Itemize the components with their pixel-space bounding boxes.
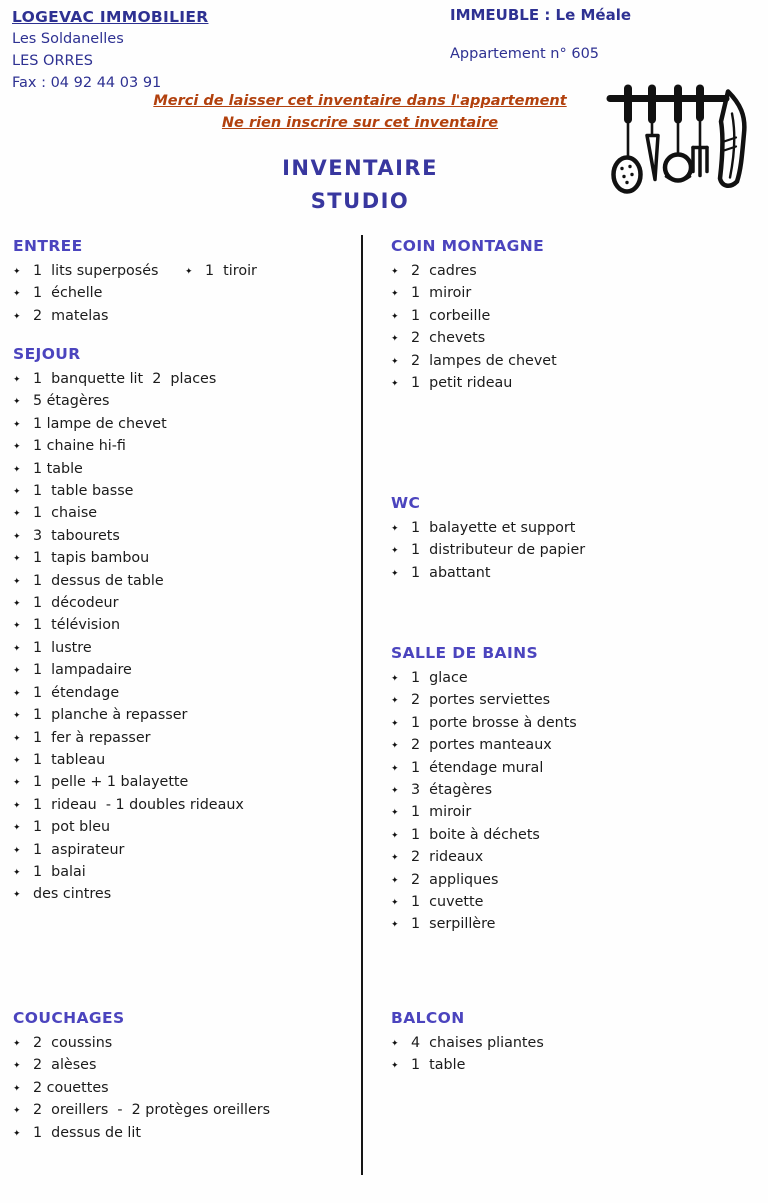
inventory-item	[391, 825, 540, 847]
diamond-bullet-icon: ✦	[13, 1039, 21, 1049]
inventory-item-row	[13, 306, 358, 328]
inventory-item-row	[13, 369, 358, 391]
inventory-item-row	[13, 795, 358, 817]
diamond-bullet-icon: ✦	[13, 289, 21, 300]
inventory-item-row	[391, 283, 761, 305]
diamond-bullet-icon: ✦	[13, 509, 21, 520]
section-coin-montagne	[391, 236, 761, 395]
inventory-item-row	[13, 1078, 358, 1100]
inventory-item	[13, 683, 119, 705]
item-label: 1 décodeur	[33, 595, 119, 612]
diamond-bullet-icon: ✦	[13, 1106, 21, 1117]
item-label: 1 fer à repasser	[33, 729, 151, 746]
inventory-item-row	[13, 750, 358, 772]
inventory-item-row	[13, 283, 358, 305]
item-label: 1 échelle	[33, 285, 103, 302]
diamond-bullet-icon: ✦	[391, 1039, 399, 1049]
inventory-item-row	[391, 1033, 761, 1055]
agency-residence: Les Soldanelles	[12, 31, 124, 47]
diamond-bullet-icon: ✦	[13, 1128, 21, 1139]
item-label: 1 miroir	[411, 804, 472, 821]
item-label: 2 coussins	[33, 1035, 113, 1051]
section-title-coin-montagne: COIN MONTAGNE	[391, 237, 545, 255]
diamond-bullet-icon: ✦	[13, 375, 21, 385]
inventory-item	[391, 758, 543, 780]
inventory-item-row	[13, 414, 358, 436]
inventory-item	[13, 817, 110, 839]
item-list	[391, 668, 761, 937]
inventory-item	[13, 705, 187, 727]
inventory-item-row	[13, 705, 358, 727]
inventory-item-row	[13, 1100, 358, 1122]
item-label: 1 étendage mural	[411, 759, 544, 776]
item-label: 1 corbeille	[411, 307, 491, 324]
inventory-item-row	[13, 862, 358, 884]
diamond-bullet-icon: ✦	[391, 853, 399, 864]
item-label: 1 distributeur de papier	[411, 542, 586, 559]
item-list	[391, 518, 761, 585]
agency-fax: Fax : 04 92 44 03 91	[12, 75, 162, 91]
inventory-item-row	[13, 459, 358, 481]
diamond-bullet-icon: ✦	[391, 786, 399, 797]
inventory-item-row	[391, 914, 761, 936]
inventory-item-row	[391, 825, 761, 847]
document-title	[0, 152, 720, 218]
inventory-item	[13, 728, 151, 750]
diamond-bullet-icon: ✦	[391, 741, 399, 752]
item-label: 1 pot bleu	[33, 819, 111, 836]
item-list	[13, 261, 358, 328]
item-label: 1 planche à repasser	[33, 707, 188, 724]
inventory-item	[391, 914, 495, 936]
inventory-item	[391, 802, 471, 824]
inventory-item-row	[391, 518, 761, 540]
notice-line-1: Merci de laisser cet inventaire dans l'appartement	[153, 93, 567, 109]
diamond-bullet-icon: ✦	[391, 674, 399, 684]
diamond-bullet-icon: ✦	[391, 718, 399, 729]
diamond-bullet-icon: ✦	[13, 890, 21, 901]
item-list	[13, 369, 358, 907]
inventory-item-row	[391, 328, 761, 350]
inventory-item-row	[13, 548, 358, 570]
item-label: 2 portes manteaux	[411, 737, 552, 754]
section-salle-de-bains	[391, 643, 761, 937]
item-label: des cintres	[33, 886, 112, 903]
diamond-bullet-icon: ✦	[13, 845, 21, 856]
inventory-item-row	[391, 892, 761, 914]
inventory-item	[391, 1033, 544, 1055]
inventory-item-row	[391, 713, 761, 735]
inventory-item-row	[391, 540, 761, 562]
diamond-bullet-icon: ✦	[13, 576, 21, 587]
inventory-item-row	[13, 772, 358, 794]
item-label: 1 serpillère	[411, 916, 496, 933]
diamond-bullet-icon: ✦	[185, 267, 193, 277]
inventory-item-row	[13, 683, 358, 705]
inventory-item	[391, 261, 477, 283]
diamond-bullet-icon: ✦	[13, 554, 21, 565]
diamond-bullet-icon: ✦	[13, 1061, 21, 1072]
section-title-balcon: BALCON	[391, 1009, 465, 1027]
inventory-item	[13, 436, 126, 458]
inventory-item-row	[13, 615, 358, 637]
diamond-bullet-icon: ✦	[13, 823, 21, 834]
inventory-item	[391, 283, 471, 305]
diamond-bullet-icon: ✦	[391, 830, 399, 841]
inventory-item-row	[13, 571, 358, 593]
diamond-bullet-icon: ✦	[391, 311, 399, 322]
diamond-bullet-icon: ✦	[391, 808, 399, 819]
apartment-number: Appartement n° 605	[450, 46, 600, 62]
section-title-salle-de-bains: SALLE DE BAINS	[391, 644, 539, 662]
inventory-item	[13, 548, 149, 570]
item-label: 1 dessus de table	[33, 572, 164, 589]
inventory-item	[391, 540, 585, 562]
diamond-bullet-icon: ✦	[391, 696, 399, 707]
diamond-bullet-icon: ✦	[13, 733, 21, 744]
diamond-bullet-icon: ✦	[391, 524, 399, 534]
diamond-bullet-icon: ✦	[391, 334, 399, 345]
item-label: 1 abattant	[411, 564, 491, 581]
inventory-item-row	[391, 668, 761, 690]
item-label: 2 couettes	[33, 1079, 109, 1096]
item-label: 3 tabourets	[33, 527, 120, 544]
inventory-item	[13, 369, 216, 391]
building-header	[450, 6, 631, 62]
diamond-bullet-icon: ✦	[13, 867, 21, 878]
inventory-item-row	[13, 660, 358, 682]
item-label: 1 rideau - 1 doubles rideaux	[33, 796, 244, 813]
item-label: 1 chaise	[33, 505, 98, 522]
inventory-item-row	[391, 780, 761, 802]
inventory-item	[13, 571, 164, 593]
diamond-bullet-icon: ✦	[13, 487, 21, 498]
diamond-bullet-icon: ✦	[13, 643, 21, 654]
diamond-bullet-icon: ✦	[13, 311, 21, 322]
item-label: 2 matelas	[33, 307, 109, 324]
notice-line-2: Ne rien inscrire sur cet inventaire	[221, 115, 499, 131]
item-label: 1 chaine hi-fi	[33, 438, 126, 455]
item-label: 1 banquette lit 2 places	[33, 371, 217, 387]
inventory-item	[13, 593, 118, 615]
diamond-bullet-icon: ✦	[13, 666, 21, 677]
diamond-bullet-icon: ✦	[391, 289, 399, 300]
inventory-item-row	[391, 351, 761, 373]
inventory-item-row	[391, 690, 761, 712]
inventory-item	[391, 373, 512, 395]
inventory-item	[13, 391, 109, 413]
diamond-bullet-icon: ✦	[391, 568, 399, 579]
item-label: 1 dessus de lit	[33, 1124, 141, 1141]
item-label: 1 glace	[411, 670, 468, 686]
inventory-item-row	[13, 1033, 358, 1055]
inventory-item	[13, 660, 132, 682]
item-label: 1 télévision	[33, 617, 121, 634]
inventory-item-row	[13, 391, 358, 413]
item-label: 1 tableau	[33, 751, 106, 768]
inventory-item	[13, 795, 244, 817]
inventory-item-row	[391, 758, 761, 780]
diamond-bullet-icon: ✦	[391, 763, 399, 774]
diamond-bullet-icon: ✦	[13, 599, 21, 610]
inventory-item	[13, 414, 167, 436]
column-divider-line	[361, 235, 363, 1175]
inventory-item-row	[13, 817, 358, 839]
item-label: 1 table basse	[33, 483, 134, 500]
section-title-wc: WC	[391, 494, 421, 512]
diamond-bullet-icon: ✦	[13, 778, 21, 789]
inventory-item-row	[13, 1055, 358, 1077]
diamond-bullet-icon: ✦	[391, 379, 399, 390]
title-line-2: STUDIO	[310, 189, 410, 213]
inventory-item-row	[391, 870, 761, 892]
item-list	[391, 261, 761, 395]
item-label: 1 aspirateur	[33, 841, 125, 858]
inventory-item-row	[13, 436, 358, 458]
item-label: 2 chevets	[411, 330, 486, 347]
inventory-item-row	[391, 563, 761, 585]
inventory-item-row	[391, 1055, 761, 1077]
item-label: 2 rideaux	[411, 849, 484, 866]
agency-header	[12, 6, 208, 94]
diamond-bullet-icon: ✦	[391, 920, 399, 931]
inventory-item-row	[13, 840, 358, 862]
section-title-sejour: SEJOUR	[13, 345, 81, 363]
item-label: 2 cadres	[411, 263, 477, 279]
item-label: 1 tapis bambou	[33, 550, 150, 567]
diamond-bullet-icon: ✦	[391, 875, 399, 886]
item-label: 3 étagères	[411, 782, 493, 799]
inventory-item	[13, 1033, 112, 1055]
inventory-item	[391, 668, 468, 690]
inventory-item	[391, 328, 485, 350]
inventory-item	[13, 1055, 96, 1077]
diamond-bullet-icon: ✦	[391, 898, 399, 909]
inventory-item	[391, 847, 483, 869]
diamond-bullet-icon: ✦	[391, 1061, 399, 1072]
inventory-item	[391, 518, 575, 540]
inventory-item	[391, 735, 552, 757]
inventory-item	[391, 1055, 465, 1077]
inventory-item-row	[13, 593, 358, 615]
inventory-item	[391, 690, 550, 712]
section-title-entree: ENTREE	[13, 237, 83, 255]
inventory-item	[391, 713, 577, 735]
diamond-bullet-icon: ✦	[13, 1083, 21, 1094]
item-label: 1 lustre	[33, 639, 92, 656]
item-label: 1 table	[411, 1057, 466, 1074]
agency-name: LOGEVAC IMMOBILIER	[12, 8, 209, 26]
diamond-bullet-icon: ✦	[13, 800, 21, 811]
item-label: 1 balai	[33, 863, 86, 880]
item-label: 5 étagères	[33, 393, 110, 410]
section-entree	[13, 236, 358, 328]
item-label: 4 chaises pliantes	[411, 1035, 544, 1051]
diamond-bullet-icon: ✦	[13, 397, 21, 408]
inventory-item-row	[13, 526, 358, 548]
diamond-bullet-icon: ✦	[13, 464, 21, 475]
item-label: 2 lampes de chevet	[411, 352, 557, 369]
inventory-item-row	[13, 638, 358, 660]
diamond-bullet-icon: ✦	[13, 419, 21, 430]
inventory-item-row	[391, 261, 761, 283]
inventory-item-row	[391, 735, 761, 757]
item-label: 2 alèses	[33, 1057, 97, 1074]
item-label: 1 lits superposés	[33, 263, 159, 279]
inventory-item	[391, 870, 498, 892]
diamond-bullet-icon: ✦	[13, 531, 21, 542]
inventory-item	[391, 306, 490, 328]
title-line-1: INVENTAIRE	[282, 156, 438, 180]
inventory-item-row	[391, 847, 761, 869]
inventory-item	[13, 1100, 270, 1122]
inventory-item	[185, 261, 257, 283]
inventory-item	[13, 261, 185, 283]
inventory-item-row	[391, 802, 761, 824]
diamond-bullet-icon: ✦	[13, 688, 21, 699]
inventory-item-row	[391, 306, 761, 328]
diamond-bullet-icon: ✦	[13, 442, 21, 453]
section-title-couchages: COUCHAGES	[13, 1009, 125, 1027]
diamond-bullet-icon: ✦	[391, 356, 399, 367]
inventory-item	[13, 481, 133, 503]
section-couchages	[13, 1008, 358, 1145]
inventory-item	[13, 1078, 109, 1100]
inventory-item-row	[13, 884, 358, 906]
agency-city: LES ORRES	[12, 53, 93, 69]
item-label: 1 table	[33, 460, 83, 477]
inventory-item	[391, 563, 490, 585]
diamond-bullet-icon: ✦	[13, 755, 21, 766]
inventory-item	[13, 884, 111, 906]
item-label: 1 petit rideau	[411, 375, 513, 392]
item-list	[391, 1033, 761, 1078]
inventory-item	[13, 526, 120, 548]
section-sejour	[13, 344, 358, 907]
inventory-item-row	[13, 728, 358, 750]
item-label: 1 cuvette	[411, 894, 484, 911]
inventory-item	[13, 459, 83, 481]
item-label: 1 pelle + 1 balayette	[33, 774, 189, 791]
inventory-item-row	[13, 503, 358, 525]
inventory-item-row	[13, 481, 358, 503]
inventory-item	[13, 862, 86, 884]
item-list	[13, 1033, 358, 1145]
item-label: 1 tiroir	[205, 263, 257, 279]
inventory-item-row	[13, 261, 358, 283]
building-name: IMMEUBLE : Le Méale	[450, 6, 632, 24]
diamond-bullet-icon: ✦	[391, 546, 399, 557]
inventory-item	[391, 351, 557, 373]
inventory-item	[13, 615, 120, 637]
item-label: 1 porte brosse à dents	[411, 714, 577, 731]
diamond-bullet-icon: ✦	[13, 621, 21, 632]
section-wc	[391, 493, 761, 585]
section-balcon	[391, 1008, 761, 1078]
inventory-item	[13, 1123, 141, 1145]
inventory-item	[391, 780, 492, 802]
item-label: 1 lampe de chevet	[33, 415, 167, 432]
inventory-item	[13, 840, 124, 862]
item-label: 2 oreillers - 2 protèges oreillers	[33, 1102, 271, 1119]
inventory-item	[391, 892, 483, 914]
inventory-item	[13, 283, 102, 305]
inventory-item	[13, 772, 188, 794]
item-label: 1 boite à déchets	[411, 826, 540, 843]
inventory-item	[13, 638, 92, 660]
inventory-item	[13, 503, 97, 525]
inventory-item	[13, 306, 108, 328]
inventory-item-row	[391, 373, 761, 395]
item-label: 1 étendage	[33, 684, 120, 701]
diamond-bullet-icon: ✦	[13, 267, 21, 277]
diamond-bullet-icon: ✦	[13, 711, 21, 722]
inventory-item-row	[13, 1123, 358, 1145]
item-label: 2 portes serviettes	[411, 692, 551, 709]
item-label: 2 appliques	[411, 871, 499, 888]
item-label: 1 balayette et support	[411, 520, 576, 536]
diamond-bullet-icon: ✦	[391, 267, 399, 277]
inventory-item	[13, 750, 105, 772]
item-label: 1 miroir	[411, 285, 472, 302]
item-label: 1 lampadaire	[33, 662, 132, 679]
